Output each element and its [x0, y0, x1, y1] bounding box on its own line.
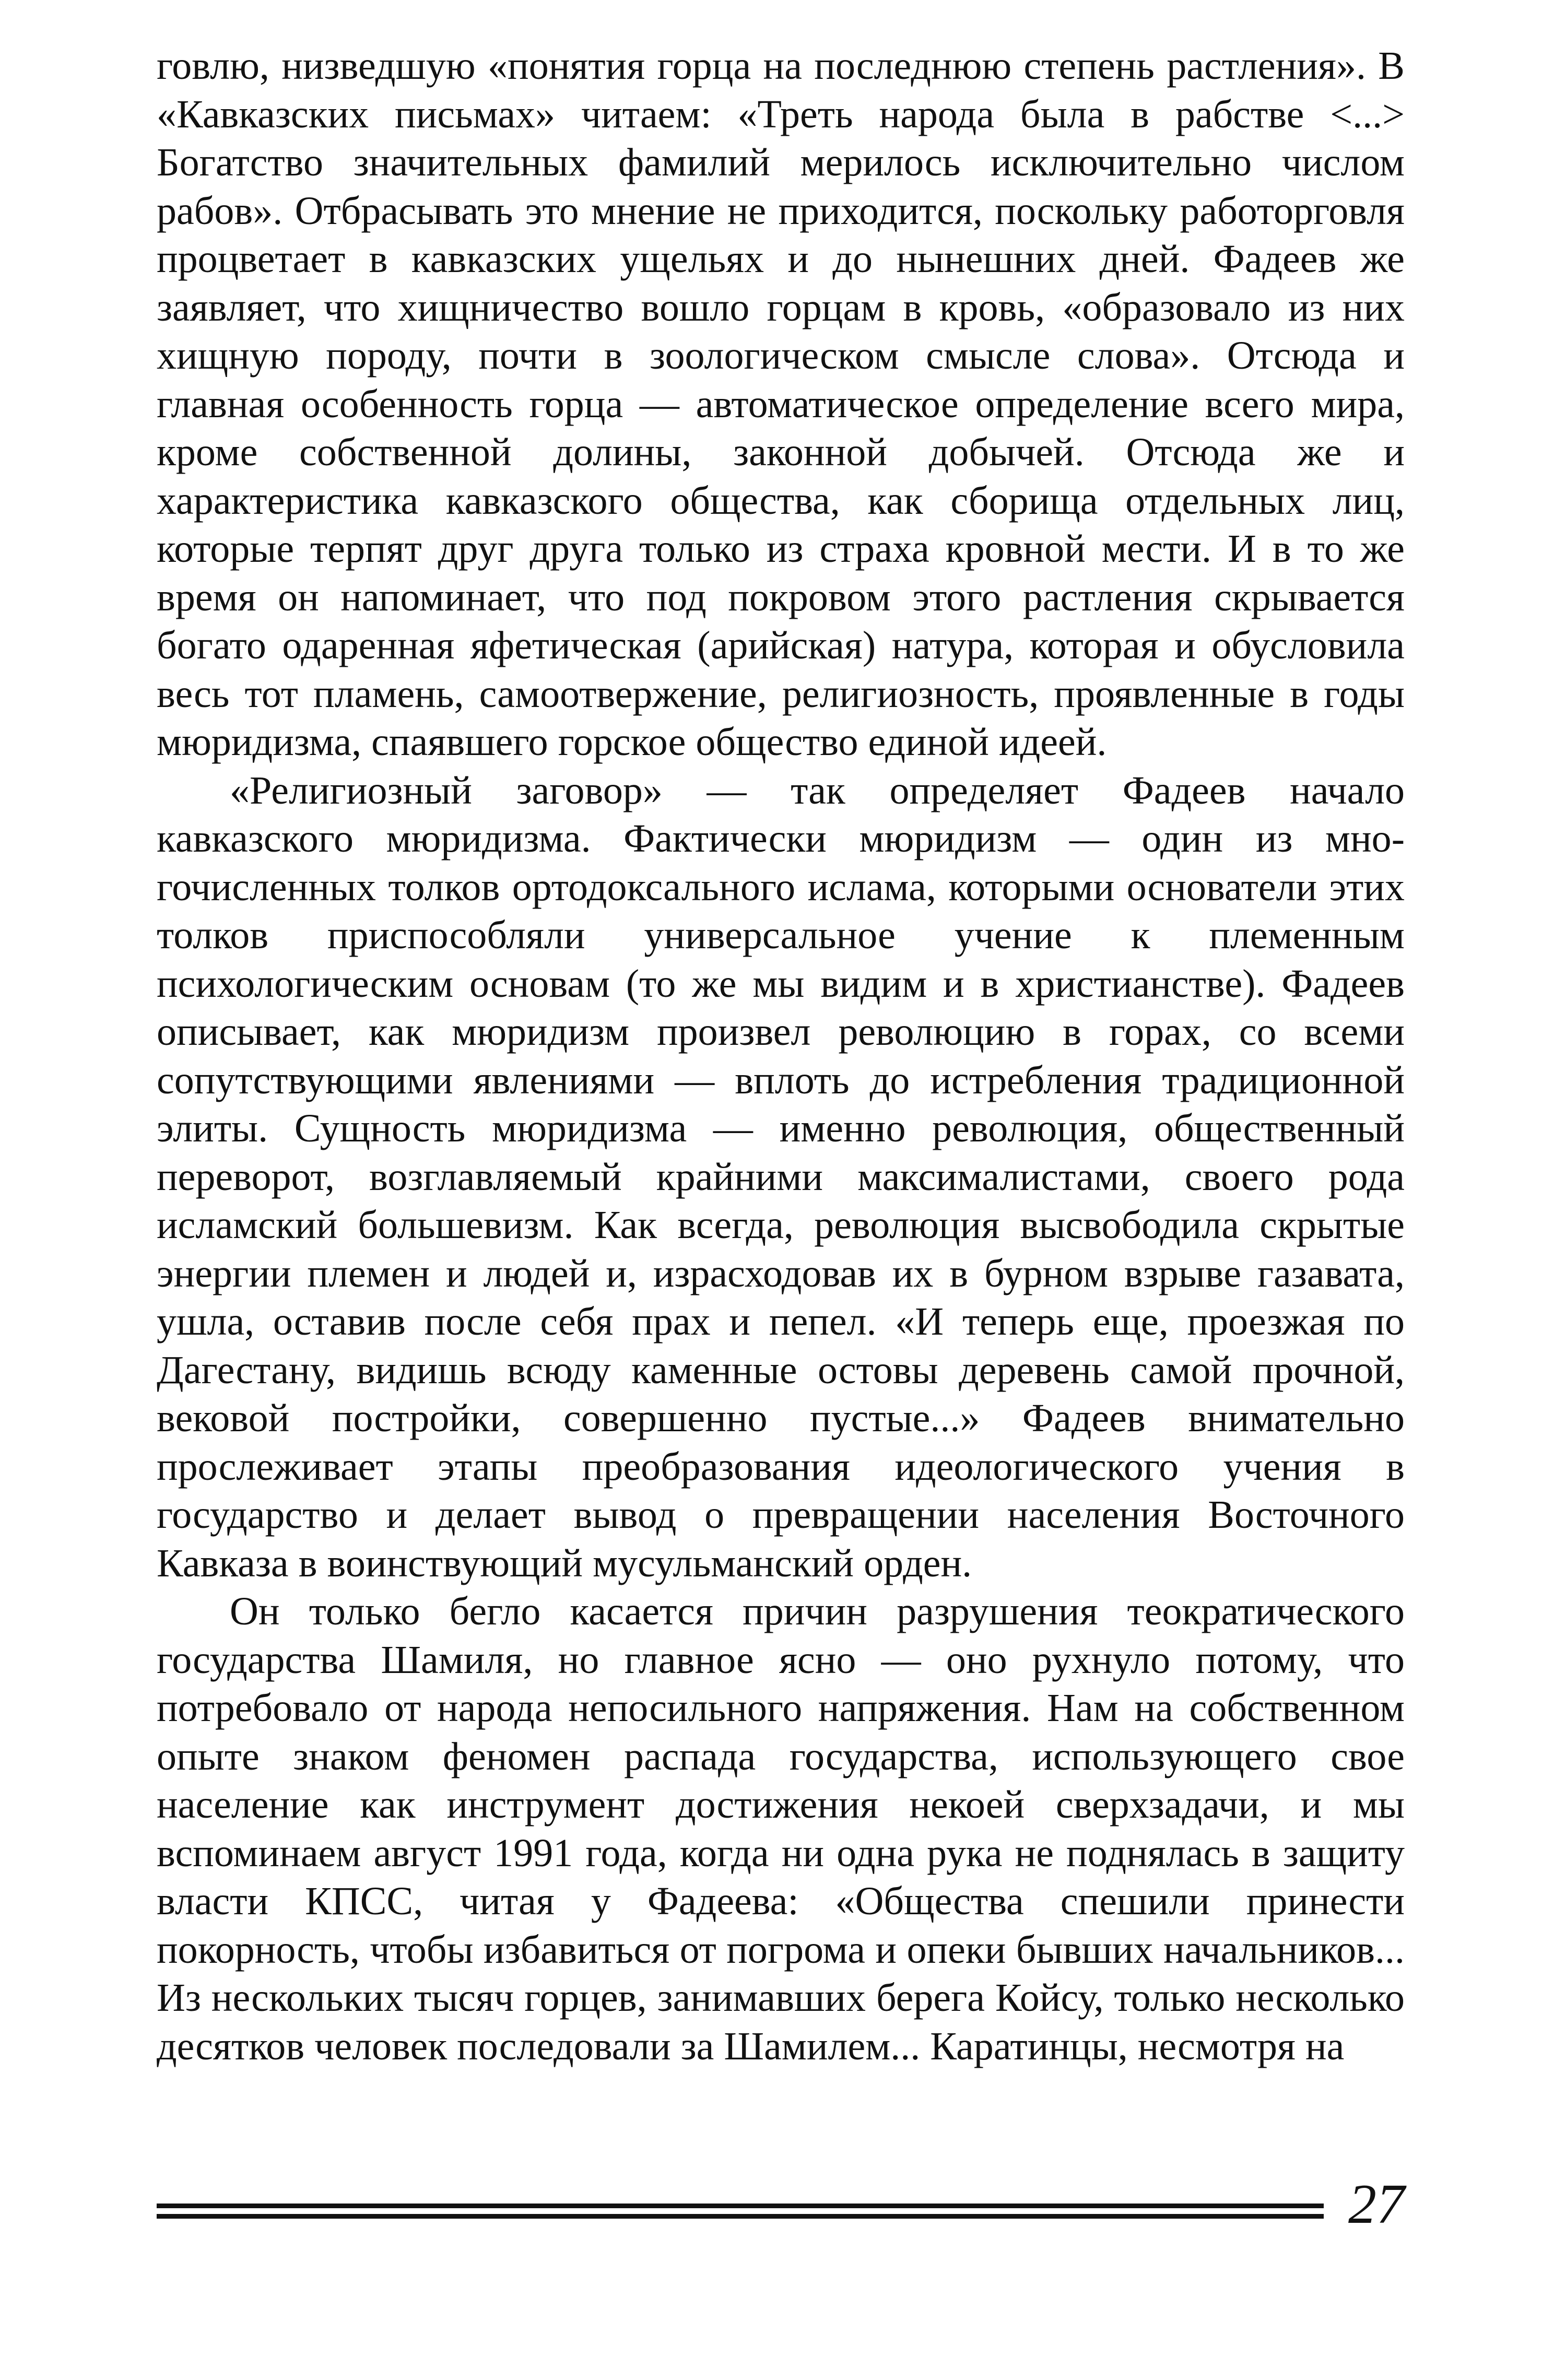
paragraph-1: говлю, низведшую «понятия горца на последнюю степень растления». В «Кавказских письмах» читаем: «Треть народа была в рабстве <...> Богатство значительных фамилий мерилось исключительно числом рабов». Отбрасывать это мнение не приходится, поскольку работорговля процветает в кавказских ущельях и до нынешних дней. Фадеев же заявляет, что хищничество вошло горцам в кровь, «образовало из них хищную породу, почти в зоологическом смысле слова». Отсюда и главная особенность горца — автоматическое определение всего мира, кроме собственной долины, законной добычей. Отсюда же и характеристика кавказского общества, как сборища отдельных лиц, которые терпят друг друга только из страха кровной мести. И в то же время он напоминает, что под покровом этого растления скрывается богато одаренная яфетическая (арийская) натура, которая и обусловила весь тот пламень, самоотвержение, религиозность, проявленные в годы мюридизма, спаявшего горское общество единой идеей. — [157, 44, 1405, 764]
paragraph-2: «Религиозный заговор» — так определяет Фадеев начало кавказского мюридизма. Фактически мюридизм — один из многочисленных толков ортодоксального ислама, которыми основатели этих толков приспособляли универсальное учение к племенным психологическим основам (то же мы видим и в христианстве). Фадеев описывает, как мюридизм произвел революцию в горах, со всеми сопутствующими явлениями — вплоть до истребления традиционной элиты. Сущность мюридизма — именно революция, общественный переворот, возглавляемый крайними максималистами, своего рода исламский большевизм. Как всегда, революция высвободила скрытые энергии племен и людей и, израсходовав их в бурном взрыве газавата, ушла, оставив после себя прах и пепел. «И теперь еще, проезжая по Дагестану, видишь всюду каменные остовы деревень самой прочной, вековой постройки, совершенно пустые...» Фадеев внимательно прослеживает этапы преобразования идеологического учения в государство и делает вывод о превращении населения Восточного Кавказа в воинствующий мусульманский орден. — [157, 768, 1405, 1585]
page-footer — [157, 2172, 1405, 2256]
page-text — [157, 42, 1405, 2070]
paragraph-3: Он только бегло касается причин разрушения теократического государства Шамиля, но главное ясно — оно рухнуло потому, что потребовало от народа непосильного напряжения. Нам на собственном опыте знаком феномен распада государства, использующего свое население как инструмент достижения некоей сверхзадачи, и мы вспоминаем август 1991 года, когда ни одна рука не поднялась в защиту власти КПСС, читая у Фадеева: «Общества спешили принести покорность, чтобы избавиться от погрома и опеки бывших начальников... Из нескольких тысяч горцев, занимавших берега Койсу, только несколько десятков человек последовали за Шамилем... Каратинцы, несмотря на — [157, 1589, 1405, 2068]
footer-rule-bottom — [157, 2214, 1324, 2219]
page-number: 27 — [1348, 2173, 1405, 2235]
footer-rule-top — [157, 2204, 1324, 2208]
